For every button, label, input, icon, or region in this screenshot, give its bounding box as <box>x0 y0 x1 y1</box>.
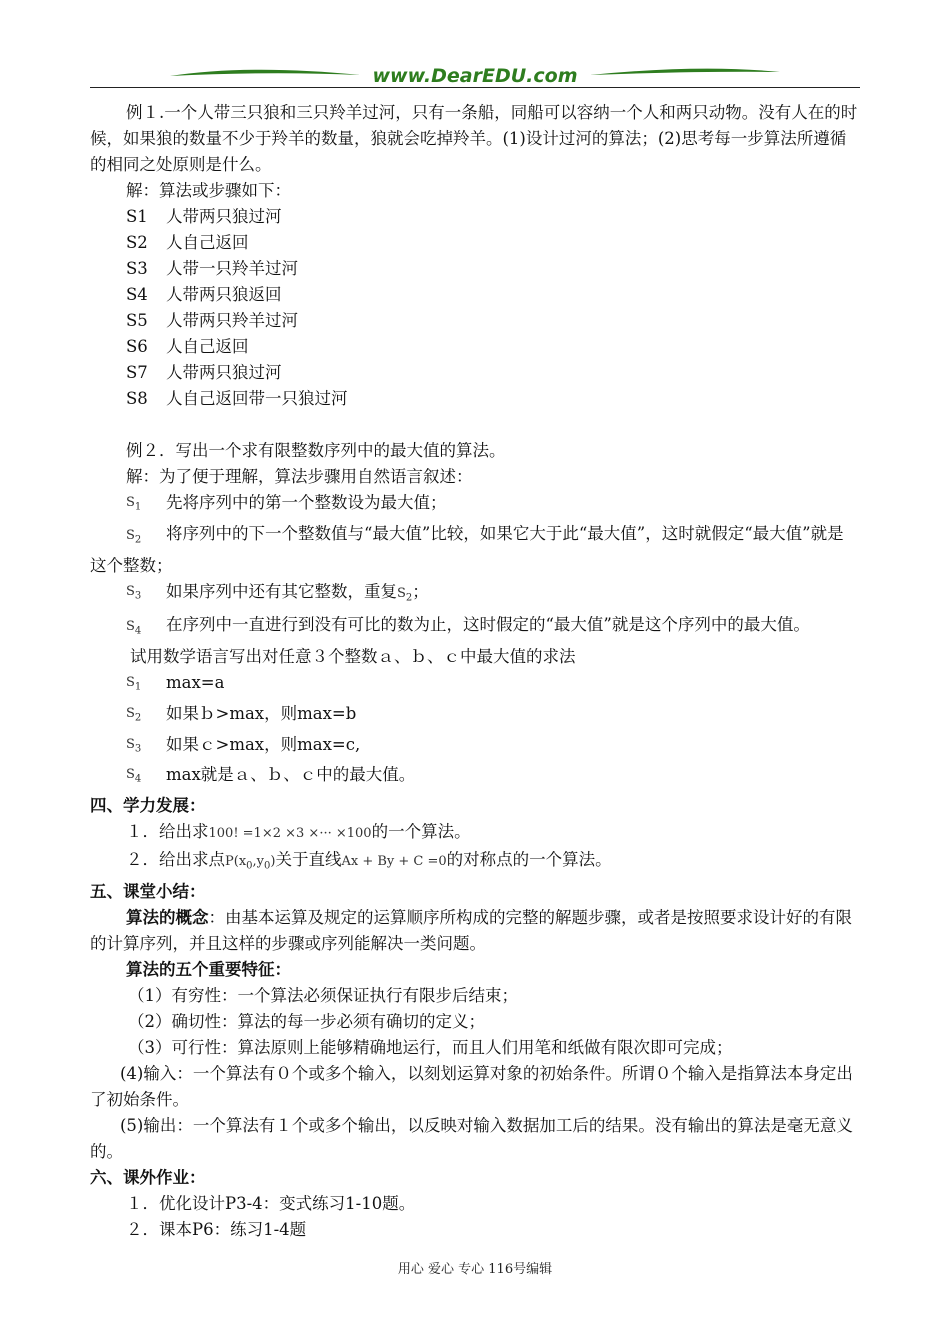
example2-text: 例２．写出一个求有限整数序列中的最大值的算法。 <box>126 441 506 460</box>
section4-q1: １．给出求100! =1×2 ×3 ×··· ×100的一个算法。 <box>126 821 471 841</box>
step-s6: S6 人自己返回 <box>126 337 249 356</box>
feature-5: (5)输出：一个算法有１个或多个输出，以反映对输入数据加工后的结果。没有输出的算法是毫无意义的。 <box>90 1116 853 1162</box>
site-logo <box>90 62 860 88</box>
ex2-step1: $S_1$ 先将序列中的第一个整数设为最大值； <box>126 493 447 513</box>
example1-solution: 解：算法或步骤如下： <box>126 181 291 200</box>
ex2-math1: $S_1$ max=a <box>126 673 225 693</box>
step-s1: S1 人带两只狼过河 <box>126 207 282 226</box>
ex2-math4: $S_4$ max就是ａ、ｂ、ｃ中的最大值。 <box>126 765 416 785</box>
feature-1: （1）有穷性：一个算法必须保证执行有限步后结束； <box>128 986 518 1006</box>
section6-heading: 六、课外作业： <box>90 1168 206 1188</box>
feature-2: （2）确切性：算法的每一步必须有确切的定义； <box>128 1012 485 1032</box>
feature-3: （3）可行性：算法原则上能够精确地运行，而且人们用笔和纸做有限次即可完成； <box>128 1038 733 1058</box>
section4-q2: ２．给出求点$P(x_0,y_0)$关于直线Ax + By + C =0的对称点的一个算法。 <box>126 849 612 872</box>
example1-text: 例１.一个人带三只狼和三只羚羊过河，只有一条船，同船可以容纳一个人和两只动物。没有人在的时候，如果狼的数量不少于羚羊的数量，狼就会吃掉羚羊。(1)设计过河的算法；(2)思考每一步算法所遵循的相同之处原则是什么。 <box>90 103 858 174</box>
step-s5: S5 人带两只羚羊过河 <box>126 311 298 330</box>
algorithm-definition: 算法的概念：由基本运算及规定的运算顺序所构成的完整的解题步骤，或者是按照要求设计好的有限的计算序列，并且这样的步骤或序列能解决一类问题。 <box>90 908 852 954</box>
example2-solution: 解：为了便于理解，算法步骤用自然语言叙述： <box>126 467 473 486</box>
homework-1: １．优化设计P3-4：变式练习1-10题。 <box>126 1194 416 1214</box>
ex2-math3: $S_3$ 如果ｃ>max，则max=c, <box>126 734 361 755</box>
page-footer: 用心 爱心 专心 116号编辑 <box>397 1262 553 1277</box>
page-header <box>90 62 860 88</box>
step-s7: S7 人带两只狼过河 <box>126 363 282 382</box>
example1-steps <box>90 204 860 412</box>
features-heading: 算法的五个重要特征： <box>126 960 291 980</box>
feature-4: (4)输入：一个算法有０个或多个输入，以刻划运算对象的初始条件。所谓０个输入是指算法本身定出了初始条件。 <box>90 1064 853 1110</box>
ex2-step2: $S_2$ 将序列中的下一个整数值与“最大值”比较，如果它大于此“最大值”，这时就假定“最大值”就是这个整数； <box>90 523 844 576</box>
ex2-math2: $S_2$ 如果ｂ>max，则max=b <box>126 703 357 724</box>
ex2-step4: $S_4$ 在序列中一直进行到没有可比的数为止，这时假定的“最大值”就是这个序列中的最大值。 <box>126 614 810 637</box>
logo-text: www.DearEDU.com <box>372 65 578 87</box>
ex2-step3: $S_3$ 如果序列中还有其它整数，重复$S_2$； <box>126 582 429 604</box>
ex2-try: 试用数学语言写出对任意３个整数ａ、ｂ、ｃ中最大值的求法 <box>130 647 576 667</box>
section4-heading: 四、学力发展： <box>90 795 206 815</box>
step-s3: S3 人带一只羚羊过河 <box>126 259 298 278</box>
homework-2: ２．课本P6：练习1-4题 <box>126 1220 307 1240</box>
step-s4: S4 人带两只狼返回 <box>126 285 282 304</box>
header-rule <box>90 87 860 88</box>
document-body <box>90 100 860 1243</box>
step-s2: S2 人自己返回 <box>126 233 249 252</box>
step-s8: S8 人自己返回带一只狼过河 <box>126 389 348 408</box>
section5-heading: 五、课堂小结： <box>90 882 206 902</box>
